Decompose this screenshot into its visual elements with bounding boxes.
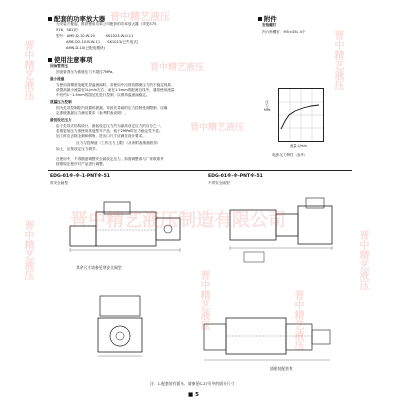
usage-text: 由于先导式结构设计，最低设定压力约为最高设定压力的百分之一， [56,124,164,128]
graph-curve [281,105,319,129]
watermark-text-vertical: 晋中精艺液压 [292,290,303,350]
usage-section-title: 使用注意事项 [48,55,92,64]
accessories-section-title: 附件 [258,14,277,23]
valve-drawing-left-bottom [92,292,152,364]
watermark-text: 晋中精艺液压 [110,12,170,23]
accessories-spec: 内六角螺钉：M5×45L 4个 [262,30,306,34]
usage-text: 若需更低压力请使用其他型号产品；低于2MPa时压力稳定性不佳。 [56,129,163,133]
usage-tail: 按照规定程序对产品进行调整。 [56,162,107,166]
watermark-text-vertical: 晋中精艺液压 [332,30,343,90]
section-bullet-icon [258,17,262,21]
usage-text: 加工时应去除毛刺和倒角，进出口尺寸应满足设计要求。 [56,134,146,138]
valve-drawing-svg [92,292,152,364]
figure-left-title: EDG-01※-※-1-PNT※-51 [50,174,110,179]
watermark-text-vertical: 晋中精艺液压 [357,230,368,290]
valve-drawing-left-top [68,200,188,262]
usage-heading-2: 最小流量 [50,77,65,81]
figure-left-subtitle: 带安全阀型 [50,181,68,185]
usage-tail: 在使用中，不得随意调整安全阀设定压力，如需调整请与厂家联系并 [56,157,164,161]
figure-right-title: EDG-01※-※-PNT※-51 [208,174,263,179]
amplifier-line-1: 为安装方便起，推荐使用功率公司配套的功率放大器（详见575、 [56,22,160,26]
usage-text: 因为先导控制腔内设置的泄漏，导致先导阀的压力控制受到限制，应确 [56,106,168,110]
valve-drawing-svg [200,310,340,370]
watermark-text: 晋中精艺液压 [190,123,245,133]
figure-left-caption: 其余尺寸请参见带安全阀型 [76,265,122,270]
amplifier-line-3: 型号：AME-D-10-W-20 SK1023-W-II-11 [56,34,134,38]
graph-frame [278,88,324,142]
usage-note: 如上，应按设定压力调节。 [56,147,100,151]
usage-text: 中有约1~1.5mm的阻尼孔进行控制，以维持溢流阀稳定。 [56,93,150,97]
valve-drawing-right-bottom [200,310,340,370]
usage-heading-1: 回油管背压 [50,64,68,68]
valve-drawing-svg [68,200,188,262]
graph-y-label: 压力MPa [264,100,271,112]
usage-heading-3: 泄漏压力控制 [50,100,72,104]
section-bullet-icon [48,17,52,21]
usage-heading-4: 最低设定压力 [50,118,72,122]
usage-text: 请提高最小流量至1L/min左右；而在1.5mm的配流衍线中，通常使用流量 [56,88,175,92]
watermark-text-vertical: 晋中精艺液压 [22,220,33,280]
page-number: ■ 5 [188,392,199,398]
figure-right-subtitle: 不带安全阀型 [208,181,230,185]
amplifier-section-title: 配套的功率放大器 [48,14,105,23]
watermark-text: 晋中精艺液压 [150,63,205,73]
accessories-sub: 安装螺钉 [262,23,277,27]
watermark-text-vertical: 晋中精艺液压 [198,270,209,330]
graph-caption: 电流-压力特性（参考） [272,153,308,157]
amplifier-line-4: AME-D2-10-B-W-11 SK1013(已失电式) [66,40,139,44]
graph-plot [279,89,323,141]
amplifier-line-5: AMN-D-10(已配电模块) [66,46,105,50]
valve-drawing-right-top [220,196,340,268]
valve-drawing-svg [220,196,340,268]
section-bullet-icon [48,58,52,62]
figure-footnote: 插座装配装有 [270,366,293,371]
section-divider [48,170,352,171]
usage-text: 回油管背压为系统压力不超过7MPa。 [56,70,116,74]
usage-text: 定系统泄漏压力满足要求（参考附表说明）。 [56,111,128,115]
usage-note: 压力与控制值（工作压力上限）（从所附表推测获得） [76,141,161,145]
amplifier-line-2: 576、581页） [56,28,81,32]
watermark-text-vertical: 晋中精艺液压 [22,40,33,100]
graph-x-label: 流量 L/min [290,144,307,148]
figure-bottom-caption: 注：1.配套装有插头，请参见S-27页中的插头尺寸 [150,381,235,386]
usage-text: 当使用高精度电磁先导溢流阀时，若使用中出现初期流压力的不稳定现象， [56,83,175,87]
